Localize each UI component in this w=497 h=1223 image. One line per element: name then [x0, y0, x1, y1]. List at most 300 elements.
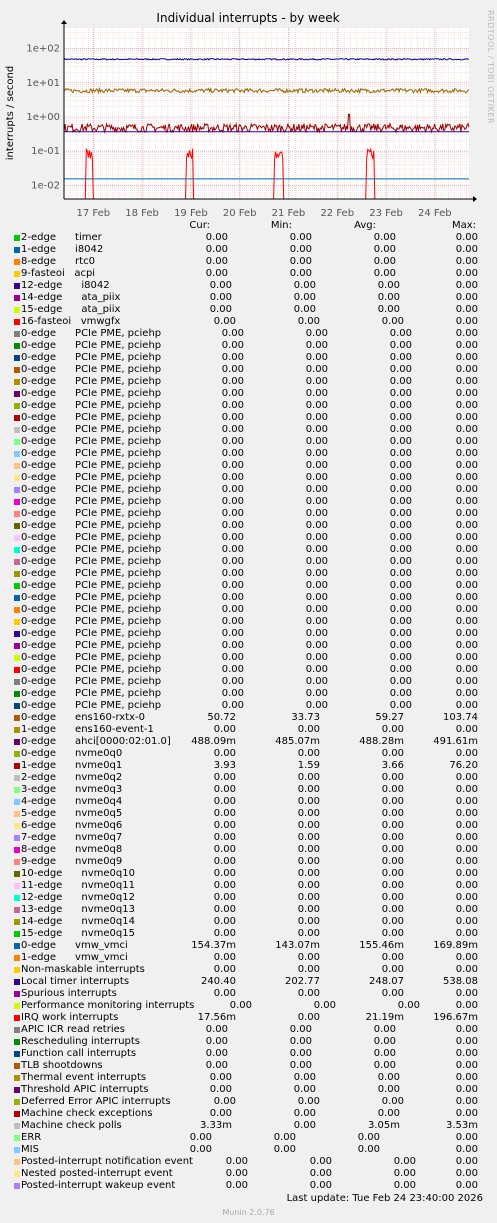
value-max: 0.00: [455, 604, 478, 615]
series-swatch: [14, 619, 20, 625]
value-cur: 0.00: [209, 1072, 232, 1083]
value-max: 0.00: [455, 1000, 478, 1011]
x-tick-label: 21 Feb: [271, 208, 306, 219]
series-swatch: [14, 823, 20, 829]
value-min: 0.00: [305, 520, 328, 531]
legend-row: [0, 676, 497, 688]
legend-row: [0, 352, 497, 364]
value-max: 0.00: [455, 448, 478, 459]
value-max: 0.00: [455, 340, 478, 351]
series-swatch: [14, 1039, 20, 1045]
series-name: 2-edge nvme0q2: [21, 772, 123, 783]
series-swatch: [14, 343, 20, 349]
value-avg: 0.00: [381, 748, 404, 759]
legend-row: [0, 988, 497, 1000]
value-max: 0.00: [455, 1036, 478, 1047]
series-swatch: [14, 739, 20, 745]
value-max: 0.00: [455, 268, 478, 279]
value-avg: 0.00: [389, 328, 412, 339]
series-name: TLB shootdowns: [21, 1060, 103, 1071]
value-cur: 0.00: [221, 496, 244, 507]
series-swatch: [14, 763, 20, 769]
value-avg: 0.00: [389, 424, 412, 435]
value-max: 0.00: [455, 568, 478, 579]
value-max: 0.00: [455, 316, 478, 327]
series-name: 0-edge ens160-rxtx-0: [21, 712, 146, 723]
value-max: 491.61m: [433, 736, 478, 747]
value-max: 0.00: [455, 556, 478, 567]
series-name: 0-edge PCIe PME, pciehp: [21, 544, 162, 555]
legend-row: [0, 436, 497, 448]
last-update: Last update: Tue Feb 24 23:40:00 2026: [286, 1193, 483, 1204]
series-swatch: [14, 703, 20, 709]
value-avg: 0.00: [389, 340, 412, 351]
value-avg: 0.00: [377, 292, 400, 303]
series-swatch: [14, 259, 20, 265]
y-tick-label: 1e+01: [26, 77, 60, 89]
series-name: 11-edge nvme0q11: [21, 880, 135, 891]
series-name: IRQ work interrupts: [21, 1012, 119, 1023]
series-swatch: [14, 835, 20, 841]
value-cur: 0.00: [221, 676, 244, 687]
series-name: 10-edge nvme0q10: [21, 868, 135, 879]
series-swatch: [14, 439, 20, 445]
value-cur: 0.00: [221, 340, 244, 351]
legend-row: [0, 736, 497, 748]
series-swatch: [14, 667, 20, 673]
legend-row: [0, 1024, 497, 1036]
value-cur: 0.00: [213, 892, 236, 903]
legend-row: [0, 952, 497, 964]
value-max: 0.00: [455, 292, 478, 303]
series-name: 9-edge nvme0q9: [21, 856, 123, 867]
series-name: Posted-interrupt wakeup event: [21, 1180, 176, 1191]
value-max: 0.00: [455, 868, 478, 879]
series-name: 0-edge PCIe PME, pciehp: [21, 556, 162, 567]
value-min: 0.00: [305, 412, 328, 423]
value-min: 0.00: [297, 868, 320, 879]
value-max: 103.74: [443, 712, 478, 723]
value-avg: 0.00: [357, 1132, 380, 1143]
value-min: 0.00: [305, 568, 328, 579]
series-name: 0-edge PCIe PME, pciehp: [21, 700, 162, 711]
series-swatch: [14, 535, 20, 541]
series-name: 1-edge vmw_vmci: [21, 952, 128, 963]
value-cur: 0.00: [221, 532, 244, 543]
legend-row: [0, 424, 497, 436]
series-swatch: [14, 367, 20, 373]
value-min: 0.00: [293, 1120, 316, 1131]
value-min: 202.77: [285, 976, 320, 987]
series-swatch: [14, 955, 20, 961]
value-min: 0.00: [297, 928, 320, 939]
x-tick-label: 22 Feb: [320, 208, 355, 219]
series-name: 0-edge PCIe PME, pciehp: [21, 604, 162, 615]
value-max: 0.00: [455, 1096, 478, 1107]
value-cur: 0.00: [221, 508, 244, 519]
x-tick-label: 19 Feb: [174, 208, 208, 219]
value-avg: 0.00: [373, 256, 396, 267]
value-min: 0.00: [297, 316, 320, 327]
value-cur: 0.00: [213, 748, 236, 759]
series-swatch: [14, 931, 20, 937]
series-name: 14-edge nvme0q14: [21, 916, 135, 927]
value-min: 0.00: [289, 1024, 312, 1035]
value-max: 0.00: [455, 244, 478, 255]
value-min: 0.00: [305, 364, 328, 375]
series-swatch: [14, 1099, 20, 1105]
series-swatch: [14, 595, 20, 601]
value-avg: 0.00: [381, 316, 404, 327]
value-avg: 0.00: [377, 1072, 400, 1083]
series-swatch: [14, 1087, 20, 1093]
value-cur: 0.00: [213, 808, 236, 819]
legend-row: [0, 556, 497, 568]
value-cur: 0.00: [221, 688, 244, 699]
value-cur: 0.00: [213, 724, 236, 735]
value-avg: 0.00: [389, 676, 412, 687]
value-cur: 0.00: [221, 628, 244, 639]
y-tick-label: 1e+02: [26, 43, 60, 55]
legend-row: [0, 364, 497, 376]
series-name: Non-maskable interrupts: [21, 964, 145, 975]
series-name: 5-edge nvme0q5: [21, 808, 123, 819]
value-min: 0.00: [305, 436, 328, 447]
series-swatch: [14, 967, 20, 973]
value-min: 0.00: [305, 424, 328, 435]
series-name: 0-edge PCIe PME, pciehp: [21, 460, 162, 471]
value-max: 0.00: [455, 388, 478, 399]
legend-row: [0, 520, 497, 532]
legend-row: [0, 1012, 497, 1024]
series-swatch: [14, 1003, 20, 1009]
series-swatch: [14, 451, 20, 457]
series-swatch: [14, 427, 20, 433]
series-name: 12-edge nvme0q12: [21, 892, 135, 903]
chart-title: Individual interrupts - by week: [156, 11, 340, 25]
value-min: 0.00: [289, 1036, 312, 1047]
value-cur: 0.00: [213, 964, 236, 975]
value-min: 0.00: [289, 1060, 312, 1071]
legend-row: [0, 784, 497, 796]
legend-row: [0, 604, 497, 616]
value-cur: 0.00: [221, 520, 244, 531]
value-avg: 0.00: [381, 892, 404, 903]
value-min: 0.00: [297, 952, 320, 963]
value-min: 0.00: [305, 352, 328, 363]
interrupts-chart: [0, 0, 497, 220]
value-cur: 50.72: [207, 712, 236, 723]
legend-row: [0, 1180, 497, 1192]
series-swatch: [14, 991, 20, 997]
value-max: 0.00: [455, 1168, 478, 1179]
value-min: 0.00: [305, 388, 328, 399]
legend-row: [0, 1156, 497, 1168]
value-min: 0.00: [297, 880, 320, 891]
value-max: 0.00: [455, 592, 478, 603]
series-swatch: [14, 1051, 20, 1057]
legend-row: [0, 748, 497, 760]
series-name: 0-edge PCIe PME, pciehp: [21, 532, 162, 543]
legend-row: [0, 1096, 497, 1108]
value-avg: 488.28m: [359, 736, 404, 747]
value-min: 0.00: [297, 784, 320, 795]
series-name: 0-edge nvme0q0: [21, 748, 123, 759]
header-cur: Cur:: [189, 220, 210, 231]
series-name: 0-edge ahci[0000:02:01.0]: [21, 736, 171, 747]
value-avg: 0.00: [389, 400, 412, 411]
value-min: 0.00: [305, 700, 328, 711]
series-swatch: [14, 379, 20, 385]
value-cur: 0.00: [213, 916, 236, 927]
legend-row: [0, 1084, 497, 1096]
series-swatch: [14, 571, 20, 577]
value-min: 0.00: [305, 328, 328, 339]
series-swatch: [14, 271, 20, 277]
legend-row: [0, 580, 497, 592]
value-min: 0.00: [305, 496, 328, 507]
legend-row: [0, 664, 497, 676]
series-swatch: [14, 355, 20, 361]
legend-row: [0, 1000, 497, 1012]
value-cur: 0.00: [221, 472, 244, 483]
legend-row: [0, 1072, 497, 1084]
value-cur: 0.00: [213, 316, 236, 327]
value-cur: 0.00: [209, 1084, 232, 1095]
series-name: 0-edge PCIe PME, pciehp: [21, 496, 162, 507]
legend-row: [0, 328, 497, 340]
legend-row: [0, 1168, 497, 1180]
series-swatch: [14, 499, 20, 505]
series-name: 0-edge PCIe PME, pciehp: [21, 388, 162, 399]
value-avg: 0.00: [389, 484, 412, 495]
legend-row: [0, 532, 497, 544]
value-max: 0.00: [455, 700, 478, 711]
series-swatch: [14, 403, 20, 409]
x-tick-label: 20 Feb: [222, 208, 257, 219]
series-swatch: [14, 283, 20, 289]
header-max: Max:: [451, 220, 476, 231]
value-min: 1.59: [297, 760, 320, 771]
series-swatch: [14, 919, 20, 925]
series-name: 3-edge nvme0q3: [21, 784, 123, 795]
value-avg: 0.00: [381, 796, 404, 807]
series-swatch: [14, 1027, 20, 1033]
value-min: 0.00: [305, 676, 328, 687]
legend-row: [0, 724, 497, 736]
series-name: 15-edge nvme0q15: [21, 928, 135, 939]
value-min: 143.07m: [275, 940, 320, 951]
legend-row: [0, 1060, 497, 1072]
value-avg: 0.00: [389, 616, 412, 627]
series-name: 0-edge PCIe PME, pciehp: [21, 412, 162, 423]
header-avg: Avg:: [354, 220, 376, 231]
value-max: 0.00: [455, 580, 478, 591]
value-avg: 0.00: [373, 244, 396, 255]
value-max: 0.00: [455, 796, 478, 807]
x-axis-arrow: [473, 196, 477, 202]
series-swatch: [14, 475, 20, 481]
y-axis-label: interrupts / second: [5, 65, 16, 161]
value-min: 0.00: [297, 988, 320, 999]
series-name: 0-edge PCIe PME, pciehp: [21, 472, 162, 483]
series-swatch: [14, 487, 20, 493]
legend-row: [0, 256, 497, 268]
value-min: 0.00: [305, 604, 328, 615]
value-cur: 0.00: [221, 412, 244, 423]
series-name: 4-edge nvme0q4: [21, 796, 123, 807]
value-avg: 0.00: [389, 652, 412, 663]
value-max: 76.20: [449, 760, 478, 771]
value-cur: 0.00: [209, 304, 232, 315]
legend-row: [0, 400, 497, 412]
legend-row: [0, 964, 497, 976]
value-avg: 3.66: [381, 760, 404, 771]
value-cur: 0.00: [221, 352, 244, 363]
value-cur: 0.00: [221, 580, 244, 591]
value-min: 0.00: [297, 892, 320, 903]
value-min: 33.73: [291, 712, 320, 723]
value-max: 0.00: [455, 1132, 478, 1143]
series-name: 0-edge PCIe PME, pciehp: [21, 448, 162, 459]
value-avg: 0.00: [357, 1144, 380, 1155]
series-swatch: [14, 679, 20, 685]
value-cur: 0.00: [205, 256, 228, 267]
legend-row: [0, 688, 497, 700]
value-cur: 0.00: [221, 448, 244, 459]
value-cur: 0.00: [205, 1060, 228, 1071]
legend-row: [0, 412, 497, 424]
series-name: 0-edge PCIe PME, pciehp: [21, 676, 162, 687]
value-min: 0.00: [297, 904, 320, 915]
value-cur: 0.00: [213, 784, 236, 795]
value-cur: 0.00: [205, 268, 228, 279]
value-min: 0.00: [305, 616, 328, 627]
value-min: 0.00: [305, 556, 328, 567]
value-min: 0.00: [297, 844, 320, 855]
legend-row: [0, 1144, 497, 1156]
series-name: 13-edge nvme0q13: [21, 904, 135, 915]
legend-row: [0, 304, 497, 316]
value-max: 0.00: [455, 1156, 478, 1167]
value-cur: 0.00: [213, 904, 236, 915]
value-max: 0.00: [455, 1072, 478, 1083]
value-min: 0.00: [305, 484, 328, 495]
value-avg: 0.00: [389, 604, 412, 615]
legend-row: [0, 628, 497, 640]
value-cur: 0.00: [221, 568, 244, 579]
value-avg: 0.00: [389, 508, 412, 519]
value-max: 0.00: [455, 928, 478, 939]
value-max: 3.53m: [445, 1120, 478, 1131]
value-min: 0.00: [289, 256, 312, 267]
series-swatch: [14, 979, 20, 985]
series-name: 0-edge PCIe PME, pciehp: [21, 328, 162, 339]
value-max: 0.00: [455, 1048, 478, 1059]
value-avg: 0.00: [389, 448, 412, 459]
series-name: 0-edge PCIe PME, pciehp: [21, 424, 162, 435]
series-swatch: [14, 511, 20, 517]
value-min: 0.00: [297, 808, 320, 819]
value-max: 0.00: [455, 820, 478, 831]
legend-row: [0, 268, 497, 280]
value-max: 0.00: [455, 688, 478, 699]
legend-row: [0, 832, 497, 844]
series-swatch: [14, 871, 20, 877]
value-min: 0.00: [309, 1180, 332, 1191]
value-cur: 0.00: [213, 772, 236, 783]
value-max: 0.00: [455, 232, 478, 243]
value-avg: 0.00: [389, 700, 412, 711]
legend-row: [0, 868, 497, 880]
value-min: 0.00: [297, 832, 320, 843]
legend-row: [0, 340, 497, 352]
legend-row: [0, 844, 497, 856]
value-avg: 0.00: [381, 1096, 404, 1107]
value-cur: 0.00: [225, 1168, 248, 1179]
series-name: 0-edge PCIe PME, pciehp: [21, 568, 162, 579]
value-avg: 0.00: [389, 568, 412, 579]
series-swatch: [14, 883, 20, 889]
value-cur: 0.00: [213, 1096, 236, 1107]
series-swatch: [14, 463, 20, 469]
value-min: 0.00: [297, 796, 320, 807]
legend-row: [0, 892, 497, 904]
value-max: 538.08: [443, 976, 478, 987]
series-name: 0-edge PCIe PME, pciehp: [21, 616, 162, 627]
value-min: 0.00: [297, 820, 320, 831]
rrdtool-credit: RRDTOOL / TOBI OETIKER: [486, 10, 495, 125]
series-name: 0-edge PCIe PME, pciehp: [21, 652, 162, 663]
series-swatch: [14, 415, 20, 421]
series-name: 0-edge PCIe PME, pciehp: [21, 376, 162, 387]
value-avg: 0.00: [381, 820, 404, 831]
value-avg: 0.00: [377, 1084, 400, 1095]
value-avg: 3.05m: [367, 1120, 400, 1131]
series-name: 0-edge PCIe PME, pciehp: [21, 364, 162, 375]
value-max: 0.00: [455, 1084, 478, 1095]
legend-row: [0, 880, 497, 892]
series-swatch: [14, 691, 20, 697]
series-name: Function call interrupts: [21, 1048, 137, 1059]
value-max: 0.00: [455, 772, 478, 783]
value-avg: 0.00: [389, 436, 412, 447]
value-max: 0.00: [455, 256, 478, 267]
value-avg: 0.00: [389, 688, 412, 699]
value-max: 0.00: [455, 880, 478, 891]
value-min: 0.00: [297, 856, 320, 867]
value-cur: 0.00: [205, 244, 228, 255]
value-max: 0.00: [455, 460, 478, 471]
value-avg: 0.00: [389, 664, 412, 675]
value-avg: 0.00: [389, 640, 412, 651]
value-cur: 0.00: [209, 292, 232, 303]
value-max: 0.00: [455, 1060, 478, 1071]
series-swatch: [14, 1171, 20, 1177]
value-max: 0.00: [455, 808, 478, 819]
value-avg: 0.00: [381, 988, 404, 999]
y-axis-arrow: [61, 20, 67, 24]
value-avg: 0.00: [393, 1180, 416, 1191]
value-avg: 0.00: [389, 472, 412, 483]
series-name: 0-edge PCIe PME, pciehp: [21, 592, 162, 603]
value-avg: 0.00: [381, 844, 404, 855]
value-max: 196.67m: [433, 1012, 478, 1023]
legend-row: [0, 232, 497, 244]
value-max: 0.00: [455, 376, 478, 387]
series-swatch: [14, 307, 20, 313]
value-avg: 0.00: [381, 868, 404, 879]
